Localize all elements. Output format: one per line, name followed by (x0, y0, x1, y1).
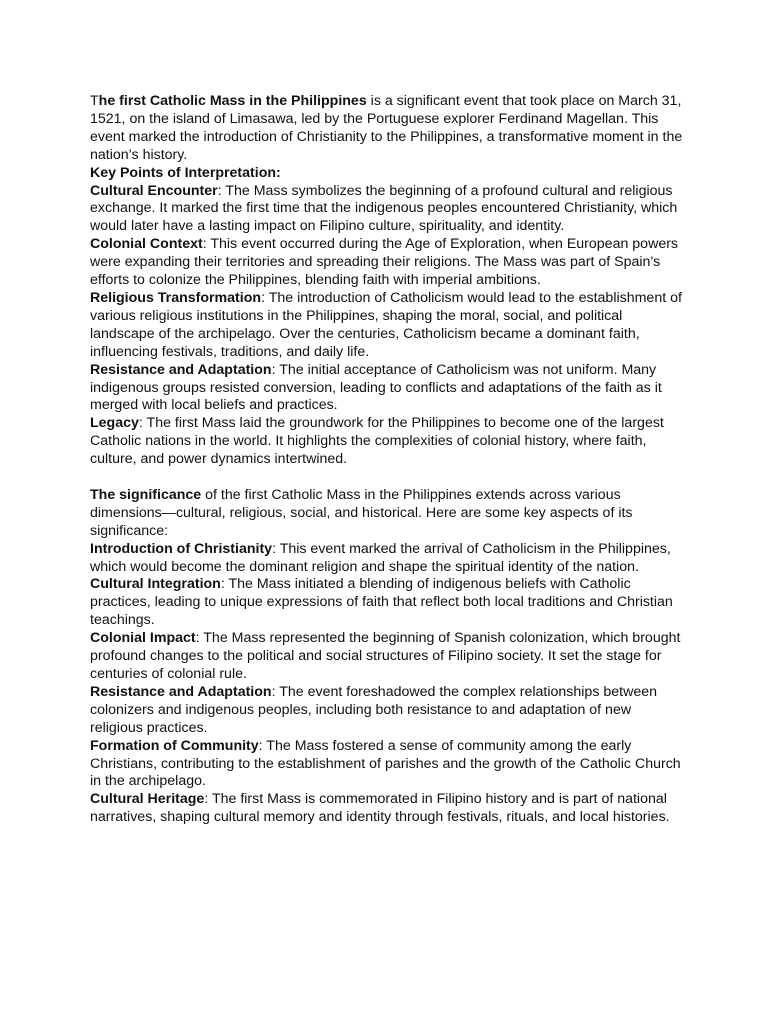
item-term: Resistance and Adaptation (90, 683, 272, 700)
interpretation-item-religious-transformation (90, 290, 685, 362)
interpretation-item-legacy (90, 415, 685, 469)
item-text: : The introduction of Catholicism would lead to the establishment of various religious institutions in the Philippines, shaping the moral, social, and political landscape of the archipelago. Over the centuries, Catholicism became a dominant faith, influencing festivals, traditions, and daily life. (90, 289, 682, 360)
intro-text: is a significant event that took place on March 31, 1521, on the island of Limasawa, led by the Portuguese explorer Ferdinand Magellan. This event marked the introduction of Christianity to the Philippines, a transformative moment in the nation’s history. (90, 93, 683, 163)
significance-item-resistance-adaptation (90, 684, 685, 738)
intro-paragraph (90, 93, 685, 165)
document-body (90, 93, 685, 827)
significance-item-cultural-heritage (90, 791, 685, 827)
significance-item-formation-community (90, 738, 685, 792)
item-text: : This event occurred during the Age of Exploration, when European powers were expanding their territories and spreading their religions. The Mass was part of Spain's efforts to colonize the Philippines, blending faith with imperial ambitions. (90, 236, 679, 289)
significance-lead-bold: The significance (90, 486, 202, 503)
significance-paragraph (90, 487, 685, 541)
item-text: : The Mass fostered a sense of community among the early Christians, contributing to the establishment of parishes and the growth of the Catholic Church in the archipelago. (90, 737, 681, 790)
item-text: : The Mass symbolizes the beginning of a profound cultural and religious exchange. It marked the first time that the indigenous peoples encountered Christianity, which would later have a lasting impact on Filipino culture, spirituality, and identity. (90, 182, 678, 235)
item-term: Colonial Context (90, 236, 203, 253)
interpretation-item-cultural-encounter (90, 183, 685, 237)
item-term: Resistance and Adaptation (90, 361, 272, 378)
significance-item-cultural-integration (90, 576, 685, 630)
item-term: Introduction of Christianity (90, 540, 273, 557)
significance-text: of the first Catholic Mass in the Philippines extends across various dimensions—cultural, religious, social, and historical. Here are some key aspects of its significance: (90, 486, 633, 539)
item-term: Formation of Community (90, 737, 259, 754)
item-term: Cultural Heritage (90, 791, 205, 808)
item-term: Religious Transformation (90, 289, 262, 306)
item-text: : The first Mass laid the groundwork for the Philippines to become one of the largest Catholic nations in the world. It highlights the complexities of colonial history, where faith, culture, and power dynamics intertwined. (90, 415, 664, 468)
item-term: Cultural Encounter (90, 182, 218, 199)
item-text: : The event foreshadowed the complex relationships between colonizers and indigenous peoples, including both resistance to and adaptation of new religious practices. (90, 683, 657, 736)
item-text: : The initial acceptance of Catholicism was not uniform. Many indigenous groups resisted conversion, leading to conflicts and adaptations of the faith as it merged with local beliefs and practices. (90, 361, 662, 414)
significance-item-introduction (90, 541, 685, 577)
intro-lead-letter: T (90, 93, 99, 109)
interpretation-item-colonial-context (90, 236, 685, 290)
interpretation-heading: Key Points of Interpretation: (90, 164, 281, 181)
item-term: Legacy (90, 415, 139, 432)
item-term: Cultural Integration (90, 576, 221, 593)
item-text: : The first Mass is commemorated in Filipino history and is part of national narratives, shaping cultural memory and identity through festivals, rituals, and local histories. (90, 791, 670, 826)
intro-lead-bold: he first Catholic Mass in the Philippines (98, 93, 367, 109)
significance-item-colonial-impact (90, 630, 685, 684)
item-text: : The Mass represented the beginning of Spanish colonization, which brought profound changes to the political and social structures of Filipino society. It set the stage for centuries of colonial rule. (90, 630, 681, 682)
paragraph-spacer (90, 469, 685, 487)
item-text: : The Mass initiated a blending of indigenous beliefs with Catholic practices, leading to unique expressions of faith that reflect both local traditions and Christian teachings. (90, 576, 673, 629)
interpretation-item-resistance-adaptation (90, 362, 685, 416)
item-term: Colonial Impact (90, 630, 196, 647)
item-text: : This event marked the arrival of Catholicism in the Philippines, which would become the dominant religion and shape the spiritual identity of the nation. (90, 540, 671, 575)
